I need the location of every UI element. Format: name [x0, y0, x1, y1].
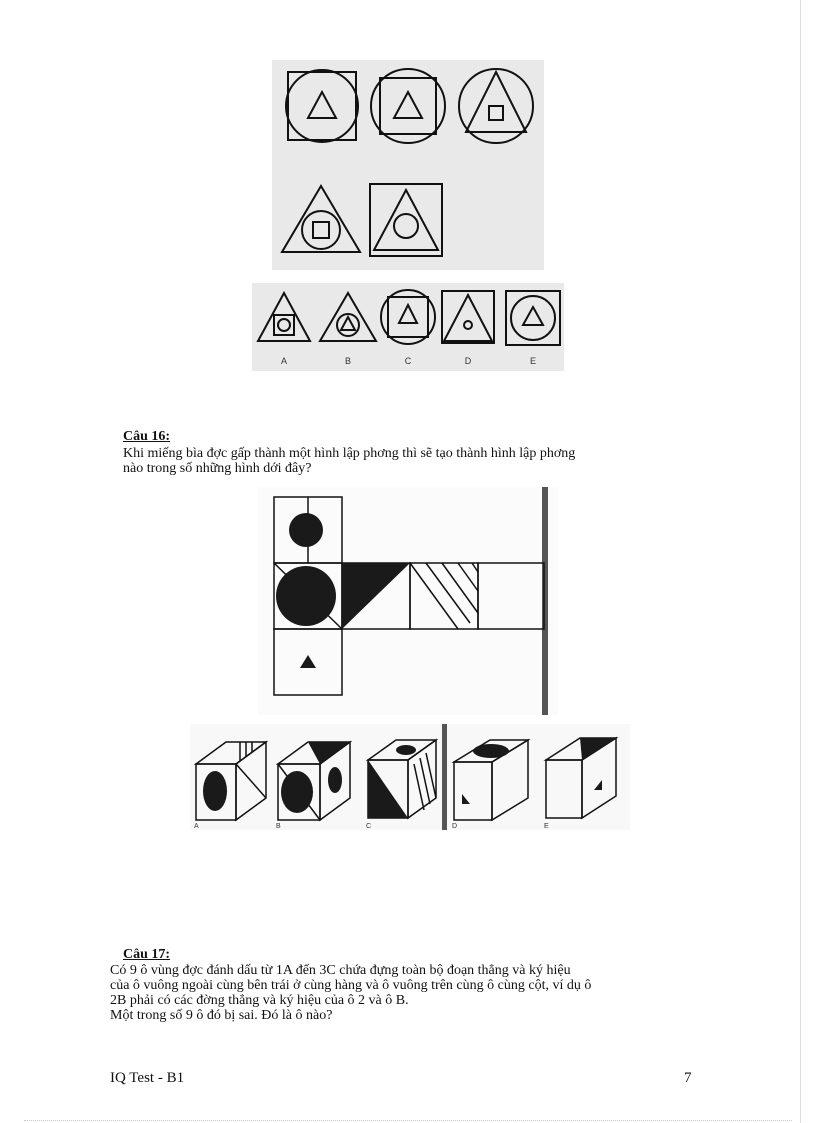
question-16-line-2: nào trong số những hình dới đây? — [123, 461, 312, 476]
cube-option-label-d: D — [452, 823, 458, 830]
p15-option-label-d: D — [464, 356, 472, 366]
footer-divider — [24, 1120, 792, 1121]
cube-option-label-e: E — [544, 823, 549, 830]
cube-options-figure — [190, 724, 630, 830]
footer-left: IQ Test - B1 — [110, 1070, 185, 1086]
question-16-line-1: Khi miếng bìa đợc gấp thành một hình lập phơng thì sẽ tạo thành hình lập phơng — [123, 446, 576, 461]
p15-option-label-b: B — [344, 356, 352, 366]
p15-option-label-c: C — [404, 356, 412, 366]
option-a-figure — [258, 293, 310, 341]
question-17-line-4: Một trong số 9 ô đó bị sai. Đó là ô nào? — [110, 1008, 333, 1023]
p15-option-label-a: A — [280, 356, 288, 366]
cube-net-svg — [258, 487, 558, 715]
option-d-figure — [442, 291, 494, 343]
cube-option-label-a: A — [194, 823, 199, 830]
question-17-line-2: của ô vuông ngoài cùng bên trái ở cùng hàng và ô vuông trên cùng ô cùng cột, ví dụ ô — [110, 978, 592, 993]
puzzle15-options-svg — [252, 283, 564, 371]
page-number: 7 — [684, 1070, 692, 1086]
net-large-circle — [276, 566, 336, 626]
seq-item-4 — [282, 186, 360, 252]
option-e-figure — [506, 291, 560, 345]
option-c-figure — [381, 290, 435, 344]
question-17-title: Câu 17: — [123, 947, 171, 962]
net-small-circle — [289, 513, 323, 547]
option-b-figure — [320, 293, 376, 341]
seq-item-1 — [286, 70, 358, 142]
cube-option-label-b: B — [276, 823, 281, 830]
page-edge — [800, 0, 801, 1123]
cube-net-figure — [258, 487, 558, 715]
puzzle15-sequence-svg — [272, 60, 544, 270]
seq-item-5 — [370, 184, 442, 256]
seq-item-3 — [459, 69, 533, 143]
question-16-title: Câu 16: — [123, 429, 171, 444]
seq-item-2 — [371, 69, 445, 143]
question-17-line-1: Có 9 ô vùng đợc đánh dấu từ 1A đến 3C chứa đựng toàn bộ đoạn thẳng và ký hiệu — [110, 963, 571, 978]
puzzle15-sequence-figure — [272, 60, 544, 270]
p15-option-label-e: E — [529, 356, 537, 366]
cube-option-label-c: C — [366, 823, 372, 830]
puzzle15-options-figure — [252, 283, 564, 371]
cube-options-svg — [190, 724, 630, 830]
question-17-line-3: 2B phải có các đờng thẳng và ký hiệu của ô 2 và ô B. — [110, 993, 409, 1008]
